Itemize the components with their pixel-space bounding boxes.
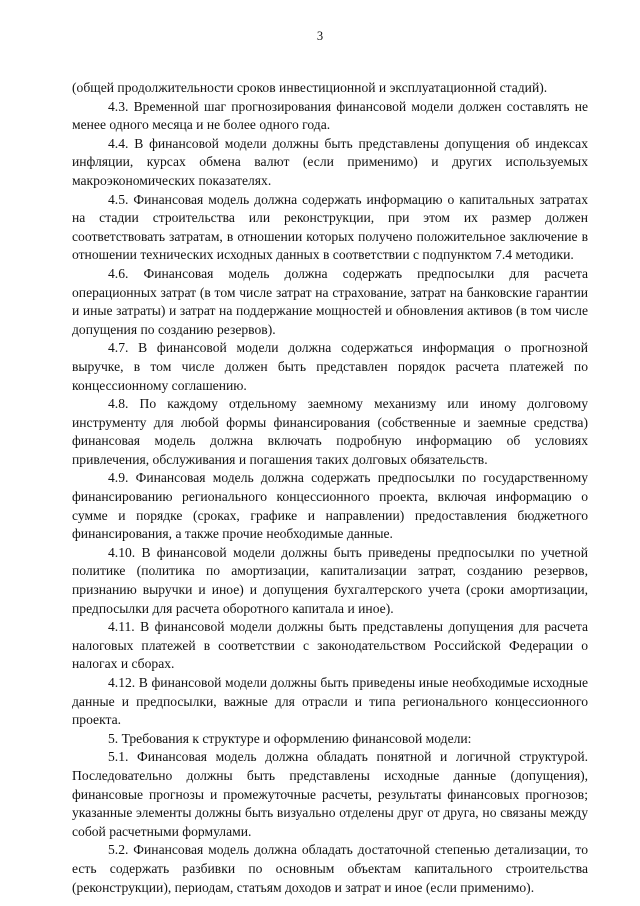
paragraph-5-1: 5.1. Финансовая модель должна обладать понятной и логичной структурой. Последовательно должны быть представлены исходные данные (допущения), финансовые прогнозы и промежуточные расчеты, результаты финансовых прогнозов; указанные элементы должны быть визуально отделены друг от друга, но связаны между собой расчетными формулами. [72, 749, 588, 839]
paragraph-4-5: 4.5. Финансовая модель должна содержать информацию о капитальных затратах на стадии строительства или реконструкции, при этом их размер должен соответствовать затратам, в отношении которых получено положительное заключение в отношении технических исходных данных в соответствии с подпунктом 7.4 методики. [72, 191, 588, 263]
page-number: 3 [316, 29, 324, 43]
section-5-heading: 5. Требования к структуре и оформлению финансовой модели: [108, 730, 472, 746]
paragraph-4-8: 4.8. По каждому отдельному заемному механизму или иному долговому инструменту для любой формы финансирования (собственные и заемные средства) финансовая модель должна включать подробную информацию об условиях привлечения, обслуживания и погашения таких долговых обязательств. [72, 396, 588, 467]
document-body [72, 79, 588, 897]
paragraph-4-7: 4.7. В финансовой модели должна содержаться информация о прогнозной выручке, в том числе должен быть представлен порядок расчета платежей по концессионному соглашению. [72, 340, 588, 393]
paragraph-4-12: 4.12. В финансовой модели должны быть приведены иные необходимые исходные данные и предпосылки, важные для отрасли и типа регионального концессионного проекта. [72, 675, 588, 728]
paragraph-5-2: 5.2. Финансовая модель должна обладать достаточной степенью детализации, то есть содержать разбивки по основным объектам капитального строительства (реконструкции), периодам, статьям доходов и затрат и иное (если применимо). [72, 842, 588, 895]
paragraph-4-3: 4.3. Временной шаг прогнозирования финансовой модели должен составлять не менее одного месяца и не более одного года. [72, 98, 588, 133]
paragraph-continuation: (общей продолжительности сроков инвестиционной и эксплуатационной стадий). [72, 80, 548, 95]
paragraph-4-10: 4.10. В финансовой модели должны быть приведены предпосылки по учетной политике (политика по амортизации, капитализации затрат, созданию резервов, признанию выручки и иное) и допущения бухгалтерского учета (сроки амортизации, предпосылки для расчета оборотного капитала и иное). [72, 544, 588, 616]
paragraph-4-9: 4.9. Финансовая модель должна содержать предпосылки по государственному финансированию регионального концессионного проекта, включая информацию о сумме и порядке (сроках, графике и направлении) предоставления бюджетного финансирования, а также прочие необходимые данные. [72, 470, 588, 542]
paragraph-4-4: 4.4. В финансовой модели должны быть представлены допущения об индексах инфляции, курсах обмена валют (если применимо) и других используемых макроэкономических показателях. [72, 135, 588, 188]
paragraph-4-11: 4.11. В финансовой модели должны быть представлены допущения для расчета налоговых платежей в соответствии с законодательством Российской Федерации о налогах и сборах. [72, 619, 588, 672]
paragraph-4-6: 4.6. Финансовая модель должна содержать предпосылки для расчета операционных затрат (в том числе затрат на страхование, затрат на банковские гарантии и иные затраты) и затрат на поддержание мощностей и обновления активов (в том числе допущения по созданию резервов). [72, 265, 588, 337]
